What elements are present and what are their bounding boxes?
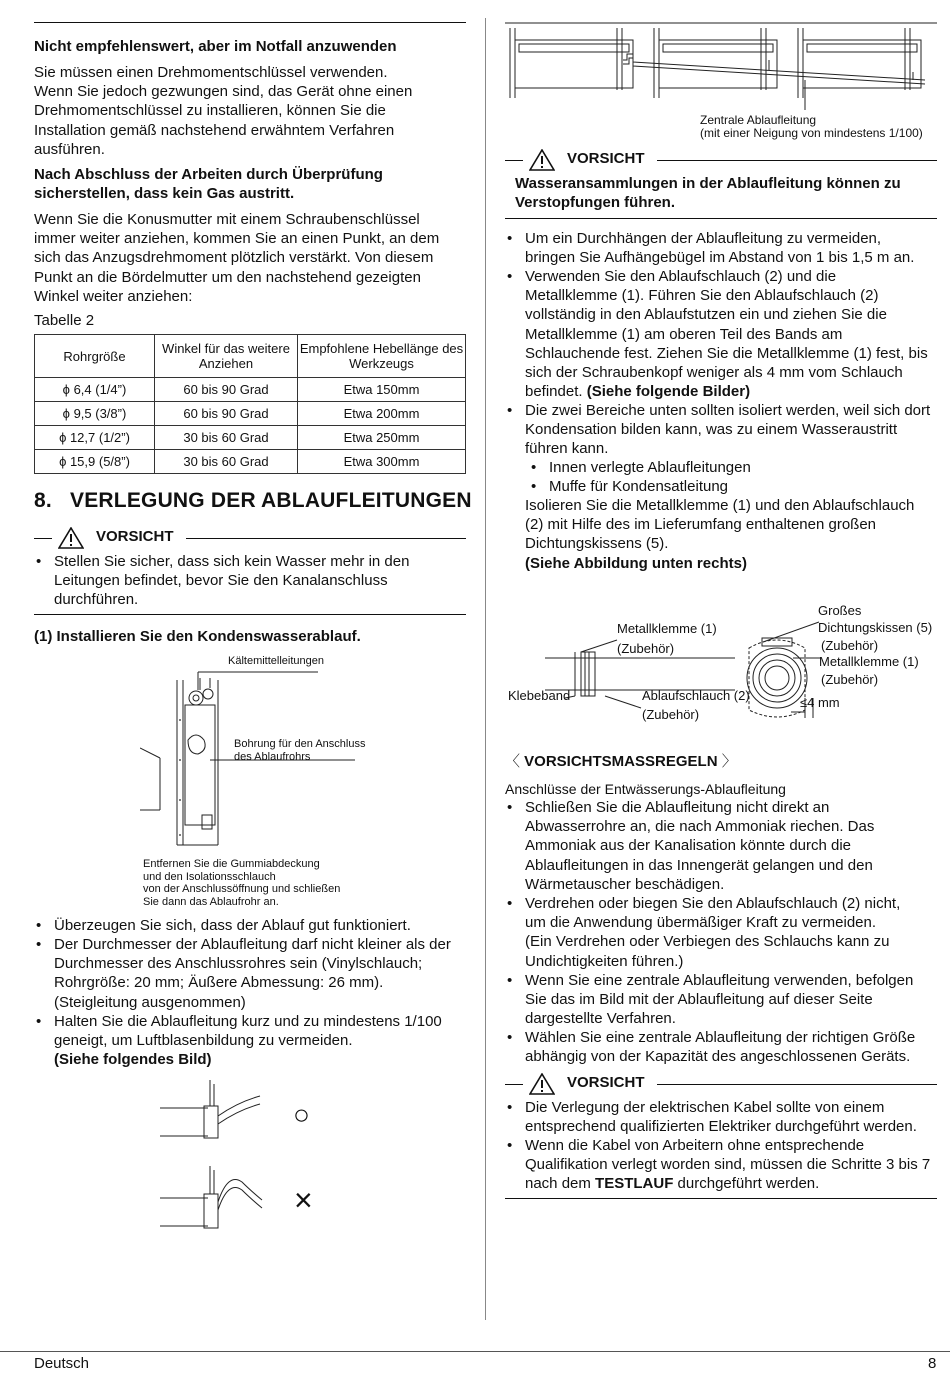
label-metallklemme-2: Metallklemme (1)	[819, 654, 919, 669]
table-row: ϕ 9,5 (3/8”) 60 bis 90 Grad Etwa 200mm	[35, 402, 466, 426]
ng-symbol: ×	[294, 1182, 313, 1218]
sub-bullet-innen: • Innen verlegte Ablaufleitungen	[529, 458, 751, 477]
table-header: Rohrgröße	[35, 335, 155, 378]
vorsichtsmassregeln-title: 〈 VORSICHTSMASSREGELN 〉	[505, 753, 737, 770]
warning-icon	[58, 527, 84, 549]
sub-bullet-muffe: • Muffe für Kondensatleitung	[529, 477, 728, 496]
table-header: Empfohlene Hebellänge des Werkzeugs	[298, 335, 466, 378]
bullet-ablauf: • Überzeugen Sie sich, dass der Ablauf gut funktioniert.	[34, 916, 411, 935]
step-1-title: (1) Installieren Sie den Kondenswasserablauf.	[34, 628, 361, 645]
footer-language: Deutsch	[34, 1355, 90, 1372]
label-zubehoer: (Zubehör)	[821, 672, 879, 687]
table-header: Winkel für das weitere Anziehen	[155, 335, 298, 378]
column-divider	[485, 18, 486, 1320]
label-metallklemme: Metallklemme (1)	[617, 621, 717, 636]
bullet-qualifikation: • Wenn die Kabel von Arbeitern ohne entsprechende Qualifikation verlegt worden sind, müssen die Schritte 3 bis 7 nach dem TESTLAUF durchgeführt werden.	[505, 1136, 930, 1194]
label-zubehoer: (Zubehör)	[617, 641, 675, 656]
bullet-ablaufschlauch: • Verwenden Sie den Ablaufschlauch (2) und die Metallklemme (1). Führen Sie den Ablaufschlauch (2) vollständig in den Ablaufstutzen ein und ziehen Sie die Metallklemme (1) am oberen Teil des Bands am Schlauchende fest. Ziehen Sie die Metallklemme (1) fest, bis sich der Schraubenkopf weniger als 4 mm vom Schlauch befindet. (Siehe folgende Bilder)	[505, 267, 928, 401]
vorsicht-header-1: VORSICHT	[34, 527, 466, 549]
heading-gas-check: Nach Abschluss der Arbeiten durch Überprüfung sicherstellen, dass kein Gas austritt.	[34, 166, 383, 203]
paragraph-drehmoment: Sie müssen einen Drehmomentschlüssel verwenden. Wenn Sie jedoch gezwungen sind, das Gerät ohne einen Drehmomentschlüssel zu installieren, können Sie die Installation gemäß nachstehend erwähntem Verfahren ausführen.	[34, 64, 413, 158]
table-caption: Tabelle 2	[34, 312, 95, 329]
label-zubehoer: (Zubehör)	[642, 707, 700, 722]
central-drain-figure	[505, 18, 937, 118]
top-rule-left	[34, 22, 466, 23]
label-zubehoer: (Zubehör)	[821, 638, 879, 653]
label-4mm: ≤4 mm	[800, 695, 840, 710]
bullet-elektriker: • Die Verlegung der elektrischen Kabel sollte von einem entsprechend qualifizierten Elektriker durchgeführt werden.	[505, 1098, 917, 1136]
label-dichtungskissen: Dichtungskissen (5)	[818, 620, 933, 635]
bullet-ammoniak: • Schließen Sie die Ablaufleitung nicht direkt an Abwasserrohre an, die nach Ammoniak riechen. Das Ammoniak aus der Kanalisation könnte durch die Ablaufleitungen in das Innengerät gelangen und den Wärmetauscher beschädigen.	[505, 798, 874, 894]
section-title: 8. VERLEGUNG DER ABLAUFLEITUNGEN	[34, 489, 472, 512]
footer-rule	[0, 1351, 950, 1352]
warning-icon	[529, 1073, 555, 1095]
bullet-groesse: • Wählen Sie eine zentrale Ablaufleitung der richtigen Größe abhängig von der Kapazität des angeschlossenen Geräts.	[505, 1028, 915, 1066]
torque-table	[34, 334, 466, 474]
vorsicht-end-rule	[34, 614, 466, 615]
label-grosses: Großes	[818, 603, 862, 618]
label-klebeband: Klebeband	[508, 688, 571, 703]
page-number: 8	[928, 1355, 937, 1372]
bullet-durchmesser: • Der Durchmesser der Ablaufleitung darf nicht kleiner als der Durchmesser des Anschlussrohres sein (Vinylschlauch; Rohrgröße: 20 mm; Äußere Abmessung: 26 mm). (Steigleitung ausgenommen)	[34, 935, 451, 1012]
label-zentrale-ablaufleitung: Zentrale Ablaufleitung (mit einer Neigung von mindestens 1/100)	[700, 113, 923, 140]
label-ablaufschlauch: Ablaufschlauch (2)	[642, 688, 750, 703]
table-row: ϕ 12,7 (1/2”) 30 bis 60 Grad Etwa 250mm	[35, 426, 466, 450]
vorsicht-end-rule-3	[505, 1198, 937, 1199]
paragraph-konusmutter: Wenn Sie die Konusmutter mit einem Schraubenschlüssel immer weiter anziehen, kommen Sie an einen Punkt, an dem sich das Anzugsdrehmoment plötzlich verstärkt. Von diesem Punkt an die Bördelmutter um den nachstehend gezeigten Winkel weiter anziehen:	[34, 211, 440, 305]
label-bohrung: Bohrung für den Anschluss des Ablaufrohrs	[234, 738, 366, 763]
vorsicht-end-rule-2	[505, 218, 937, 219]
bullet-aufhaengebuegel: • Um ein Durchhängen der Ablaufleitung zu vermeiden, bringen Sie Aufhängebügel im Abstand von 1 bis 1,5 m an.	[505, 229, 914, 267]
label-entfernen: Entfernen Sie die Gummiabdeckung und den Isolationsschlauch von der Anschlussöffnung und schließen Sie dann das Ablaufrohr an.	[143, 858, 341, 908]
paragraph-isolieren: Isolieren Sie die Metallklemme (1) und den Ablaufschlauch (2) mit Hilfe des im Lieferumfang enthaltenen großen Dichtungskissens (5). (Siehe Abbildung unten rechts)	[525, 497, 915, 572]
vorsicht-header-3: VORSICHT	[505, 1073, 937, 1095]
table-row: ϕ 15,9 (5/8”) 30 bis 60 Grad Etwa 300mm	[35, 450, 466, 474]
vorsicht-header-2: VORSICHT	[505, 149, 937, 171]
label-kaeltemittel: Kältemittelleitungen	[228, 655, 325, 667]
bullet-verdrehen: • Verdrehen oder biegen Sie den Ablaufschlauch (2) nicht, um die Anwendung übermäßiger Kraft zu vermeiden. (Ein Verdrehen oder Verbiegen des Schlauchs kann zu Undichtigkeiten führen.)	[505, 894, 900, 971]
ok-symbol: ○	[293, 1099, 310, 1130]
warning-icon	[529, 149, 555, 171]
bullet-neigung: • Halten Sie die Ablaufleitung kurz und zu mindestens 1/100 geneigt, um Luftblasenbildung zu vermeiden. (Siehe folgendes Bild)	[34, 1012, 442, 1070]
bullet-zentrale: • Wenn Sie eine zentrale Ablaufleitung verwenden, befolgen Sie das im Bild mit der Ablaufleitung auf dieser Seite dargestellte Verfahren.	[505, 971, 913, 1029]
vorsicht-text-verstopfung: Wasseransammlungen in der Ablaufleitung können zu Verstopfungen führen.	[515, 175, 901, 212]
bullet-isoliert: • Die zwei Bereiche unten sollten isoliert werden, weil sich dort Kondensation bilden kann, was zu einem Wasseraustritt führen kann.	[505, 401, 930, 459]
table-row: ϕ 6,4 (1/4”) 60 bis 90 Grad Etwa 150mm	[35, 378, 466, 402]
vorsicht-bullet: • Stellen Sie sicher, dass sich kein Wasser mehr in den Leitungen befindet, bevor Sie den Kanalanschluss durchführen.	[34, 552, 409, 610]
heading-notfall: Nicht empfehlenswert, aber im Notfall anzuwenden	[34, 38, 397, 55]
slope-figure	[160, 1080, 340, 1230]
anschluesse-subtitle: Anschlüsse der Entwässerungs-Ablaufleitung	[505, 781, 786, 797]
